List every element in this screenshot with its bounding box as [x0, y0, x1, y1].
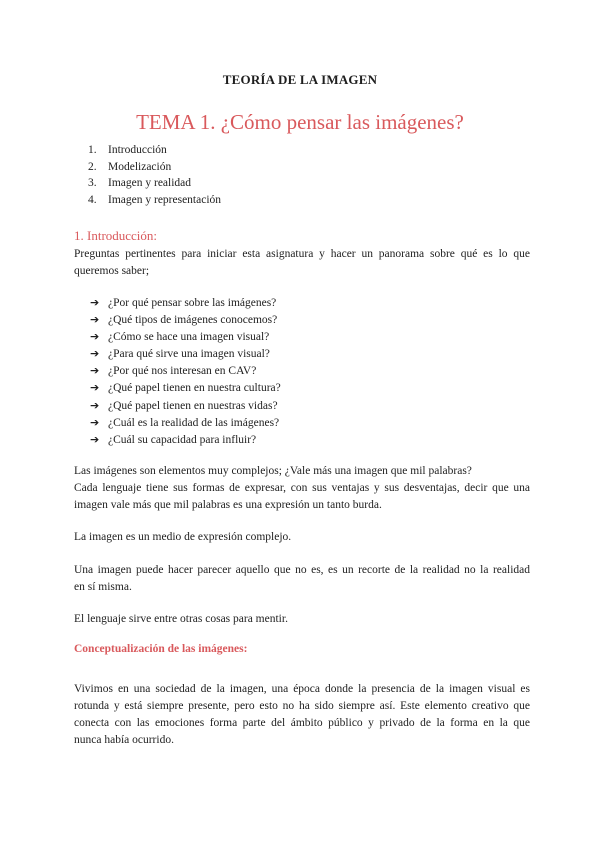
list-item	[90, 414, 281, 431]
paragraph-line: Vivimos en una sociedad de la imagen, una época donde la presencia de la imagen visual es	[74, 683, 530, 695]
question-text: ¿Cuál es la realidad de las imágenes?	[108, 416, 280, 429]
paragraph-line: en sí misma.	[74, 581, 132, 593]
toc-item	[88, 192, 221, 209]
toc-item	[88, 142, 221, 159]
questions-list	[90, 294, 281, 448]
list-item	[90, 294, 281, 311]
paragraph-line: imagen vale más que mil palabras es una expresión un tanto burda.	[74, 499, 382, 511]
question-text: ¿Qué papel tienen en nuestra cultura?	[108, 382, 281, 395]
toc-number: 1.	[88, 144, 97, 156]
toc-number: 3.	[88, 177, 97, 190]
arrow-right-icon: ➔	[90, 381, 100, 395]
list-item	[90, 379, 281, 396]
list-item	[90, 431, 281, 448]
paragraph-line: rotunda y está siempre presente, pero esto no ha sido siempre así. Este elemento creativo que	[74, 700, 530, 712]
intro-paragraph	[74, 246, 530, 280]
question-text: ¿Cómo se hace una imagen visual?	[108, 331, 270, 344]
section-heading-introduccion: 1. Introducción:	[74, 228, 158, 243]
list-item	[90, 397, 281, 414]
arrow-right-icon: ➔	[90, 364, 100, 378]
arrow-right-icon: ➔	[90, 432, 100, 446]
list-item	[90, 311, 281, 328]
question-text: ¿Por qué pensar sobre las imágenes?	[108, 297, 277, 309]
toc-number: 4.	[88, 193, 97, 206]
list-item	[90, 362, 281, 379]
tema-title: TEMA 1. ¿Cómo pensar las imágenes?	[136, 110, 464, 134]
arrow-right-icon: ➔	[90, 415, 100, 429]
document-title: TEORÍA DE LA IMAGEN	[222, 72, 378, 87]
arrow-right-icon: ➔	[90, 347, 100, 361]
paragraph-line: Una imagen puede hacer parecer aquello que no es, es un recorte de la realidad no la realidad	[74, 564, 530, 576]
arrow-right-icon: ➔	[90, 296, 100, 309]
arrow-right-icon: ➔	[90, 313, 100, 327]
table-of-contents	[88, 142, 221, 208]
arrow-right-icon: ➔	[90, 330, 100, 344]
paragraph-line: queremos saber;	[74, 265, 150, 277]
complex-paragraph	[74, 463, 530, 514]
paragraph-line: Las imágenes son elementos muy complejos; ¿Vale más una imagen que mil palabras?	[74, 465, 472, 477]
question-text: ¿Cuál su capacidad para influir?	[108, 433, 257, 446]
toc-item	[88, 175, 221, 192]
toc-number: 2.	[88, 160, 97, 173]
list-item	[90, 328, 281, 345]
society-paragraph	[74, 681, 530, 749]
list-item	[90, 345, 281, 362]
toc-text: Imagen y representación	[108, 193, 222, 206]
medium-paragraph	[74, 529, 530, 546]
question-text: ¿Para qué sirve una imagen visual?	[108, 348, 270, 361]
lenguaje-paragraph	[74, 611, 530, 628]
question-text: ¿Por qué nos interesan en CAV?	[108, 365, 257, 378]
paragraph-line: Preguntas pertinentes para iniciar esta asignatura y hacer un panorama sobre qué es lo que	[74, 248, 530, 260]
toc-text: Introducción	[108, 144, 167, 156]
question-text: ¿Qué papel tienen en nuestras vidas?	[108, 399, 278, 412]
toc-text: Modelización	[108, 160, 172, 173]
paragraph-line: La imagen es un medio de expresión complejo.	[74, 531, 292, 543]
toc-text: Imagen y realidad	[108, 177, 192, 190]
concept-heading: Conceptualización de las imágenes:	[74, 643, 248, 655]
arrow-right-icon: ➔	[90, 398, 100, 412]
paragraph-line: Cada lenguaje tiene sus formas de expresar, con sus ventajas y sus desventajas, decir que una	[74, 482, 530, 494]
question-text: ¿Qué tipos de imágenes conocemos?	[108, 314, 278, 327]
recorte-paragraph	[74, 562, 530, 596]
toc-item	[88, 159, 221, 176]
paragraph-line: conecta con las emociones forma parte del ámbito público y privado de la forma en la que	[74, 717, 530, 729]
paragraph-line: El lenguaje sirve entre otras cosas para mentir.	[74, 613, 288, 625]
paragraph-line: nunca había ocurrido.	[74, 734, 174, 746]
